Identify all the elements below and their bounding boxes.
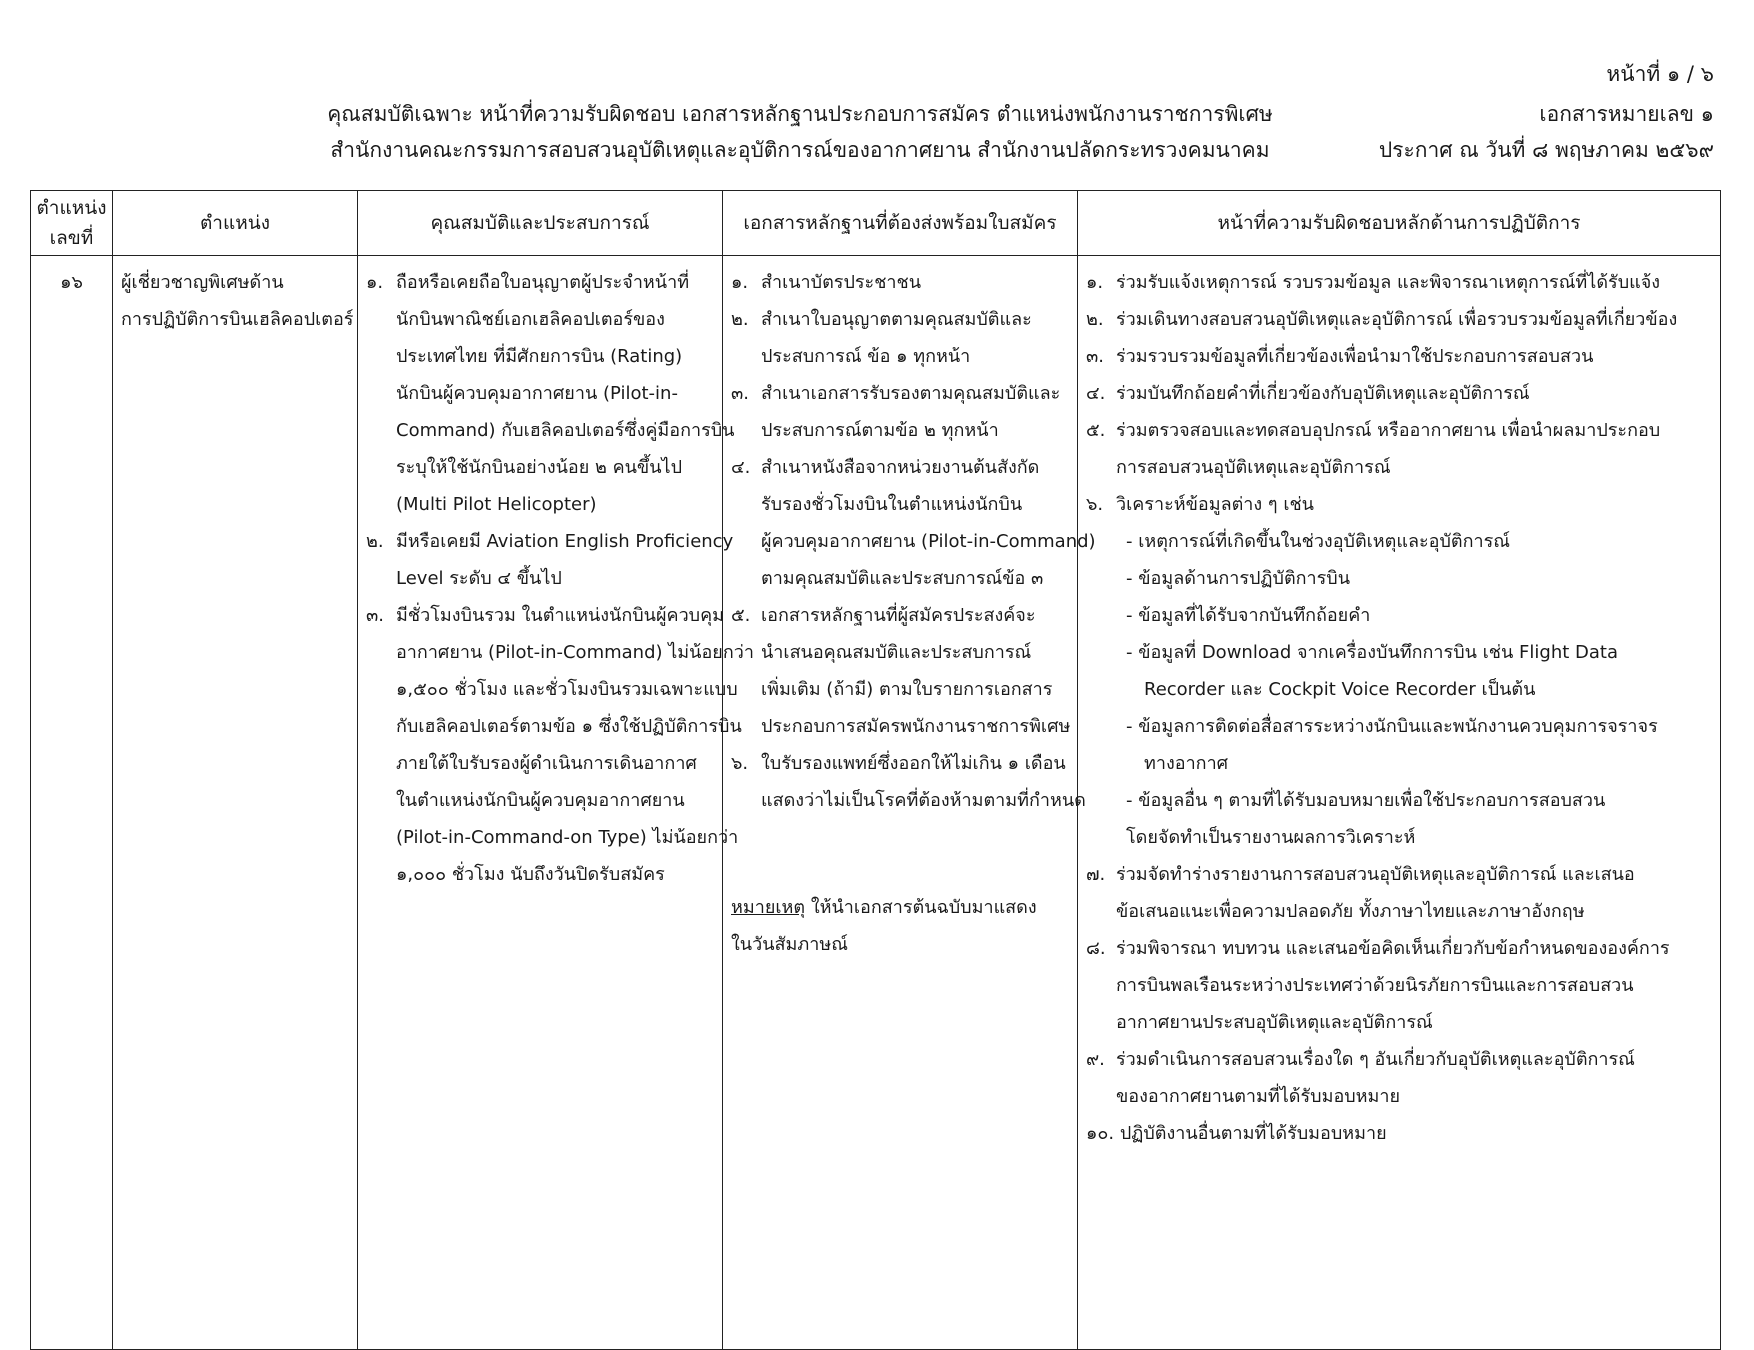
duties-list-continued <box>1086 856 1712 1115</box>
list-item-text: ประกอบการสมัครพนักงานราชการพิเศษ <box>761 716 1071 737</box>
sub-item: - ข้อมูลอื่น ๆ ตามที่ได้รับมอบหมายเพื่อใช้ประกอบการสอบสวน <box>1126 790 1606 811</box>
note <box>731 889 1069 926</box>
list-item-text: ประสบการณ์ ข้อ ๑ ทุกหน้า <box>761 346 971 367</box>
sub-item: - ข้อมูลที่ Download จากเครื่องบันทึกการบิน เช่น Flight Data <box>1126 642 1618 663</box>
position-number-cell <box>31 256 113 1350</box>
duty-6-tail: โดยจัดทำเป็นรายงานผลการวิเคราะห์ <box>1126 827 1416 848</box>
sub-item-continuation: Recorder และ Cockpit Voice Recorder เป็นต้น <box>1144 679 1536 700</box>
list-item-text: สำเนาหนังสือจากหน่วยงานต้นสังกัด <box>761 457 1040 478</box>
list-item-number: ๒. <box>1086 309 1104 330</box>
qualifications-cell <box>358 256 754 1350</box>
list-item <box>1086 930 1712 1041</box>
list-item <box>731 597 1069 745</box>
position-number: ๑๖ <box>60 272 83 293</box>
document-number: เอกสารหมายเลข ๑ <box>1539 102 1714 126</box>
column-header-position-number <box>31 191 113 256</box>
list-item <box>731 264 1069 301</box>
qualification-table <box>30 190 1721 1350</box>
list-item-number: ๕. <box>1086 420 1106 441</box>
list-item-text: การสอบสวนอุบัติเหตุและอุบัติการณ์ <box>1116 457 1391 478</box>
list-item-number: ๑. <box>731 272 749 293</box>
list-item-number: ๒. <box>366 531 384 552</box>
sub-item: - ข้อมูลด้านการปฏิบัติการบิน <box>1126 568 1351 589</box>
list-item-text: อากาศยาน (Pilot-in-Command) ไม่น้อยกว่า <box>396 642 754 663</box>
list-item-text: ร่วมบันทึกถ้อยคำที่เกี่ยวข้องกับอุบัติเหตุและอุบัติการณ์ <box>1116 383 1530 404</box>
position-cell <box>113 256 358 1350</box>
position-title-line: ผู้เชี่ยวชาญพิเศษด้าน <box>121 272 284 293</box>
list-item-text: ร่วมพิจารณา ทบทวน และเสนอข้อคิดเห็นเกี่ยวกับข้อกำหนดขององค์การ <box>1116 938 1670 959</box>
list-item <box>731 375 1069 449</box>
sub-item: - ข้อมูลการติดต่อสื่อสารระหว่างนักบินและพนักงานควบคุมการจราจร <box>1126 716 1658 737</box>
list-item-text: ใบรับรองแพทย์ซึ่งออกให้ไม่เกิน ๑ เดือน <box>761 753 1066 774</box>
list-item-text: ประสบการณ์ตามข้อ ๒ ทุกหน้า <box>761 420 999 441</box>
table-row <box>31 256 1721 1350</box>
list-item-number: ๓. <box>731 383 750 404</box>
list-item-text: สำเนาเอกสารรับรองตามคุณสมบัติและ <box>761 383 1061 404</box>
list-item <box>731 745 1086 819</box>
note-text: ให้นำเอกสารต้นฉบับมาแสดง <box>805 897 1037 918</box>
duty-6-sublist <box>1086 523 1712 819</box>
list-item-text: แสดงว่าไม่เป็นโรคที่ต้องห้ามตามที่กำหนด <box>761 790 1086 811</box>
column-header-line: ตำแหน่ง <box>36 197 107 219</box>
list-item-number: ๖. <box>731 753 749 774</box>
list-item <box>731 301 1069 375</box>
column-header-line: เลขที่ <box>49 227 94 249</box>
list-item-text: สำเนาใบอนุญาตตามคุณสมบัติและ <box>761 309 1032 330</box>
page-number: หน้าที่ ๑ / ๖ <box>1606 62 1714 86</box>
list-item-text: ในตำแหน่งนักบินผู้ควบคุมอากาศยาน <box>396 790 685 811</box>
column-header-position: ตำแหน่ง <box>113 191 358 256</box>
list-item-text: ร่วมรวบรวมข้อมูลที่เกี่ยวข้องเพื่อนำมาใช้ประกอบการสอบสวน <box>1116 346 1594 367</box>
list-item-text: (Multi Pilot Helicopter) <box>396 494 597 515</box>
list-item-text: ร่วมดำเนินการสอบสวนเรื่องใด ๆ อันเกี่ยวกับอุบัติเหตุและอุบัติการณ์ <box>1116 1049 1635 1070</box>
announcement-date: ประกาศ ณ วันที่ ๘ พฤษภาคม ๒๕๖๙ <box>1378 138 1714 162</box>
list-item-text: ประเทศไทย ที่มีศักยการบิน (Rating) <box>396 346 683 367</box>
list-item-text: ภายใต้ใบรับรองผู้ดำเนินการเดินอากาศ <box>396 753 697 774</box>
list-item-text: (Pilot-in-Command-on Type) ไม่น้อยกว่า <box>396 827 739 848</box>
duty-item-10: ๑๐. ปฏิบัติงานอื่นตามที่ได้รับมอบหมาย <box>1086 1123 1387 1144</box>
column-header-qualifications: คุณสมบัติและประสบการณ์ <box>358 191 723 256</box>
list-item <box>1086 264 1712 301</box>
list-item-text: มีหรือเคยมี Aviation English Proficiency <box>396 531 734 552</box>
sub-item-continuation: ทางอากาศ <box>1144 753 1229 774</box>
list-item-text: ถือหรือเคยถือใบอนุญาตผู้ประจำหน้าที่ <box>396 272 690 293</box>
list-item-text: สำเนาบัตรประชาชน <box>761 272 922 293</box>
list-item-number: ๘. <box>1086 938 1106 959</box>
list-item-text: เพิ่มเติม (ถ้ามี) ตามใบรายการเอกสาร <box>761 679 1053 700</box>
list-item-text: รับรองชั่วโมงบินในตำแหน่งนักบิน <box>761 494 1023 515</box>
table-header-row <box>31 191 1721 256</box>
list-item-text: Level ระดับ ๔ ขึ้นไป <box>396 568 562 589</box>
list-item-text: ๑,๐๐๐ ชั่วโมง นับถึงวันปิดรับสมัคร <box>396 864 665 885</box>
column-header-documents: เอกสารหลักฐานที่ต้องส่งพร้อมใบสมัคร <box>723 191 1078 256</box>
list-item-text: ของอากาศยานตามที่ได้รับมอบหมาย <box>1116 1086 1401 1107</box>
list-item-text: อากาศยานประสบอุบัติเหตุและอุบัติการณ์ <box>1116 1012 1433 1033</box>
list-item-number: ๖. <box>1086 494 1104 515</box>
list-item-text: ร่วมตรวจสอบและทดสอบอุปกรณ์ หรืออากาศยาน เพื่อนำผลมาประกอบ <box>1116 420 1661 441</box>
document-title-line-2: สำนักงานคณะกรรมการสอบสวนอุบัติเหตุและอุบัติการณ์ของอากาศยาน สำนักงานปลัดกระทรวงคมนาคม <box>330 138 1270 162</box>
list-item-text: กับเฮลิคอปเตอร์ตามข้อ ๑ ซึ่งใช้ปฏิบัติการบิน <box>396 716 742 737</box>
documents-list <box>731 264 1096 819</box>
document-title-line-1: คุณสมบัติเฉพาะ หน้าที่ความรับผิดชอบ เอกสารหลักฐานประกอบการสมัคร ตำแหน่งพนักงานราชการพิเศษ <box>327 102 1273 126</box>
list-item-text: ร่วมเดินทางสอบสวนอุบัติเหตุและอุบัติการณ์ เพื่อรวบรวมข้อมูลที่เกี่ยวข้อง <box>1116 309 1678 330</box>
list-item <box>1086 301 1712 338</box>
list-item-number: ๑. <box>366 272 384 293</box>
duties-cell <box>1078 256 1721 1350</box>
list-item-number: ๔. <box>1086 383 1106 404</box>
list-item-number: ๕. <box>731 605 751 626</box>
note-label: หมายเหตุ <box>731 897 806 918</box>
list-item-number: ๔. <box>731 457 751 478</box>
list-item-text: นักบินพาณิชย์เอกเฮลิคอปเตอร์ของ <box>396 309 665 330</box>
duties-list <box>1086 264 1712 523</box>
list-item-number: ๑. <box>1086 272 1104 293</box>
list-item <box>1086 1041 1712 1115</box>
list-item <box>1086 856 1712 930</box>
list-item-number: ๓. <box>366 605 385 626</box>
note-line-2: ในวันสัมภาษณ์ <box>731 934 848 955</box>
list-item <box>731 449 1096 597</box>
list-item <box>1086 486 1712 523</box>
list-item-text: นำเสนอคุณสมบัติและประสบการณ์ <box>761 642 1032 663</box>
list-item <box>1086 338 1712 375</box>
list-item-text: ผู้ควบคุมอากาศยาน (Pilot-in-Command) <box>761 531 1096 552</box>
column-header-duties: หน้าที่ความรับผิดชอบหลักด้านการปฏิบัติการ <box>1078 191 1721 256</box>
list-item-text: เอกสารหลักฐานที่ผู้สมัครประสงค์จะ <box>761 605 1036 626</box>
list-item-text: Command) กับเฮลิคอปเตอร์ซึ่งคู่มือการบิน <box>396 420 735 441</box>
list-item-number: ๒. <box>731 309 749 330</box>
position-title-line: การปฏิบัติการบินเฮลิคอปเตอร์ <box>121 309 354 330</box>
list-item-number: ๗. <box>1086 864 1106 885</box>
list-item-text: มีชั่วโมงบินรวม ในตำแหน่งนักบินผู้ควบคุม <box>396 605 725 626</box>
documents-cell <box>723 256 1096 1350</box>
list-item <box>366 597 754 893</box>
list-item-text: ร่วมจัดทำร่างรายงานการสอบสวนอุบัติเหตุและอุบัติการณ์ และเสนอ <box>1116 864 1635 885</box>
list-item <box>1086 412 1712 486</box>
list-item-text: ๑,๕๐๐ ชั่วโมง และชั่วโมงบินรวมเฉพาะแบบ <box>396 679 738 700</box>
sub-item: - ข้อมูลที่ได้รับจากบันทึกถ้อยคำ <box>1126 605 1371 626</box>
list-item-text: วิเคราะห์ข้อมูลต่าง ๆ เช่น <box>1116 494 1314 515</box>
list-item-text: ร่วมรับแจ้งเหตุการณ์ รวบรวมข้อมูล และพิจารณาเหตุการณ์ที่ได้รับแจ้ง <box>1116 272 1661 293</box>
list-item-text: นักบินผู้ควบคุมอากาศยาน (Pilot-in- <box>396 383 678 404</box>
list-item-number: ๓. <box>1086 346 1105 367</box>
list-item-text: การบินพลเรือนระหว่างประเทศว่าด้วยนิรภัยการบินและการสอบสวน <box>1116 975 1634 996</box>
list-item-number: ๙. <box>1086 1049 1105 1070</box>
list-item <box>366 523 734 597</box>
list-item <box>366 264 735 523</box>
list-item <box>1086 375 1712 412</box>
list-item-text: ตามคุณสมบัติและประสบการณ์ข้อ ๓ <box>761 568 1044 589</box>
sub-item: - เหตุการณ์ที่เกิดขึ้นในช่วงอุบัติเหตุและอุบัติการณ์ <box>1126 531 1510 552</box>
list-item-text: ข้อเสนอแนะเพื่อความปลอดภัย ทั้งภาษาไทยและภาษาอังกฤษ <box>1116 901 1585 922</box>
list-item-text: ระบุให้ใช้นักบินอย่างน้อย ๒ คนขึ้นไป <box>396 457 683 478</box>
